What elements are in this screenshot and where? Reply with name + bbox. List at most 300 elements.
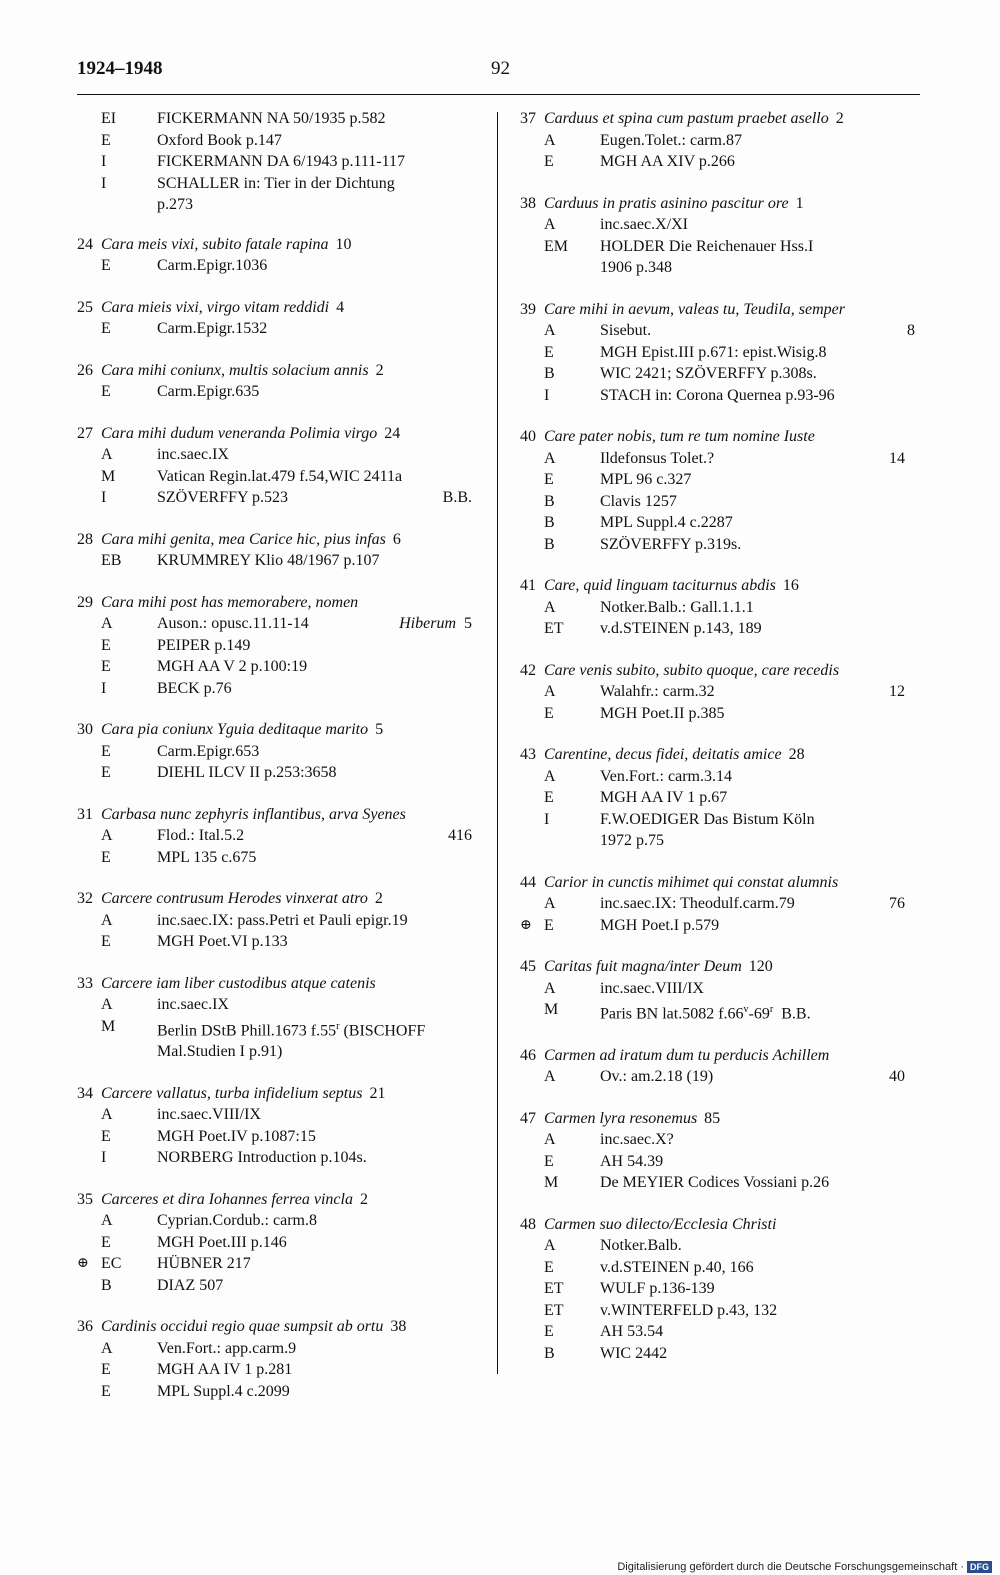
reference-row — [520, 1151, 915, 1173]
incipit-text: Carduus et spina cum pastum praebet asello — [544, 110, 829, 127]
source-code: M — [544, 1174, 559, 1192]
reference-main: Oxford Book p.147 — [157, 131, 282, 149]
incipit-text: Care venis subito, subito quoque, care recedis — [544, 661, 840, 679]
entry-number: 30 — [77, 721, 93, 738]
source-code: A — [101, 1339, 113, 1357]
reference-text — [600, 597, 915, 619]
reference-main: MGH AA V 2 p.100:19 — [157, 658, 308, 675]
reference-row — [77, 1381, 482, 1403]
reference-row — [520, 491, 915, 513]
incipit-entry — [520, 193, 915, 279]
reference-row — [520, 1300, 915, 1322]
incipit-text: Cardinis occidui regio quae sumpsit ab ortu — [101, 1318, 384, 1336]
source-code: E — [101, 933, 111, 950]
reference-row — [77, 255, 482, 277]
reference-text — [600, 214, 915, 236]
reference-text — [600, 320, 915, 342]
source-code-text: EC — [101, 1255, 122, 1273]
reference-after: B.B. — [773, 1005, 811, 1023]
entry-number: 32 — [77, 890, 93, 907]
incipit-entry — [520, 872, 915, 937]
reference-main: Vatican Regin.lat.479 f.54,WIC 2411a — [157, 467, 403, 485]
source-code: A — [101, 911, 113, 929]
reference-row — [520, 236, 915, 279]
reference-main: Carm.Epigr.1532 — [157, 320, 268, 337]
running-head-years: 1924–1948 — [77, 58, 163, 79]
entry-number: 38 — [520, 194, 536, 212]
source-code: E — [101, 1233, 111, 1251]
right-column — [520, 108, 915, 1384]
reference-row — [77, 825, 482, 847]
reference-text — [600, 448, 915, 470]
source-code: E — [544, 704, 554, 722]
entry-title-line — [520, 426, 915, 448]
reference-text — [157, 1147, 482, 1169]
entry-title-line — [520, 1045, 915, 1067]
right-value: 40 — [889, 1068, 905, 1086]
reference-text — [600, 534, 915, 556]
reference-main: AH 54.39 — [600, 1152, 664, 1170]
reference-text — [157, 825, 482, 847]
reference-row — [520, 363, 915, 385]
reference-row — [77, 108, 482, 130]
incipit-entry — [520, 744, 915, 852]
reference-row — [520, 809, 915, 852]
reference-main: FICKERMANN NA 50/1935 p.582 — [157, 110, 386, 127]
reference-row — [520, 469, 915, 491]
footer-credit — [617, 1561, 992, 1573]
reference-text — [600, 1321, 915, 1343]
reference-main: SCHALLER in: Tier in der Dichtung — [157, 174, 395, 192]
reference-row — [520, 618, 915, 640]
reference-text — [600, 915, 915, 937]
incipit-text: Carmen suo dilecto/Ecclesia Christi — [544, 1215, 777, 1233]
column-divider — [497, 112, 498, 1374]
entry-number: 25 — [77, 298, 93, 316]
reference-main: Carm.Epigr.653 — [157, 742, 260, 760]
entry-number: 43 — [520, 746, 536, 763]
entry-number: 27 — [77, 424, 93, 442]
source-code: E — [544, 1258, 554, 1276]
incipit-entry — [520, 575, 915, 640]
entry-number: 28 — [77, 530, 93, 548]
reference-text — [157, 910, 482, 932]
source-code: I — [544, 386, 550, 404]
reference-text — [600, 363, 915, 385]
entry-title-line — [520, 299, 915, 321]
source-code: B — [101, 1276, 112, 1294]
source-code: A — [101, 996, 113, 1013]
incipit-entry — [77, 719, 482, 784]
reference-text — [157, 487, 482, 509]
right-value: 12 — [889, 683, 905, 700]
entry-title-line — [77, 360, 482, 382]
reference-text — [600, 1235, 915, 1257]
entry-title-line — [77, 529, 482, 551]
source-code: E — [544, 153, 554, 170]
incipit-entry — [77, 297, 482, 340]
entry-number: 40 — [520, 428, 536, 445]
reference-main: inc.saec.VIII/IX — [600, 979, 704, 997]
source-code: E — [101, 383, 111, 400]
right-value: 416 — [448, 827, 472, 844]
reference-main: MPL 96 c.327 — [600, 471, 692, 488]
source-code: M — [544, 1001, 559, 1018]
source-code: A — [101, 446, 113, 463]
reference-row — [77, 487, 482, 509]
reference-row — [77, 910, 482, 932]
entry-title-line — [77, 719, 482, 741]
reference-row — [520, 1129, 915, 1151]
reference-main: Carm.Epigr.1036 — [157, 257, 268, 274]
reference-row — [520, 1257, 915, 1279]
entry-number: 45 — [520, 958, 536, 975]
reference-row — [77, 466, 482, 488]
incipit-text: Carmen ad iratum dum tu perducis Achillem — [544, 1046, 830, 1064]
reference-main: F.W.OEDIGER Das Bistum Köln — [600, 810, 815, 828]
source-code: E — [101, 658, 111, 675]
reference-row — [77, 1253, 482, 1275]
reference-row — [77, 151, 482, 173]
reference-main: MPL Suppl.4 c.2287 — [600, 514, 733, 531]
source-code: A — [544, 216, 556, 233]
reference-text — [600, 1066, 915, 1088]
reference-text — [600, 1129, 915, 1151]
reference-main: DIEHL ILCV II p.253:3658 — [157, 764, 337, 781]
incipit-text: Carceres et dira Iohannes ferrea vincla — [101, 1190, 353, 1208]
reference-main: HÜBNER 217 — [157, 1255, 251, 1273]
incipit-text: Cara meis vixi, subito fatale rapina — [101, 235, 329, 253]
reference-main: WIC 2421; SZÖVERFFY p.308s. — [600, 365, 817, 382]
reference-text — [157, 151, 482, 173]
reference-main: SZÖVERFFY p.523 — [157, 489, 288, 506]
entry-number: 44 — [520, 873, 536, 891]
reference-main: Sisebut. — [600, 322, 652, 339]
reference-row — [77, 656, 482, 678]
reference-row — [520, 597, 915, 619]
reference-main: inc.saec.IX: Theodulf.carm.79 — [600, 895, 795, 912]
reference-row — [520, 999, 915, 1025]
reference-main: v.d.STEINEN p.40, 166 — [600, 1258, 754, 1276]
source-code: E — [544, 471, 554, 488]
reference-text — [157, 318, 482, 340]
incipit-text: Cara mihi post has memorabere, nomen — [101, 593, 359, 611]
entry-title-line — [520, 660, 915, 682]
source-code: A — [544, 979, 556, 997]
source-code: EB — [101, 552, 122, 569]
reference-text — [157, 381, 482, 403]
reference-text — [600, 618, 915, 640]
reference-text — [157, 1232, 482, 1254]
reference-row — [520, 342, 915, 364]
reference-text — [157, 1253, 482, 1275]
source-code: B — [544, 535, 555, 553]
source-code: EM — [544, 237, 568, 255]
reference-text — [157, 550, 482, 572]
reference-text — [600, 978, 915, 1000]
reference-row — [77, 130, 482, 152]
incipit-entry — [520, 299, 915, 407]
reference-row — [520, 787, 915, 809]
entry-title-line — [77, 1083, 482, 1105]
reference-main: Flod.: Ital.5.2 — [157, 827, 245, 844]
reference-text — [600, 130, 915, 152]
reference-text — [157, 678, 482, 700]
reference-text — [157, 173, 482, 216]
source-code: I — [544, 810, 550, 828]
entry-title-line — [77, 804, 482, 826]
source-code: I — [101, 1149, 107, 1167]
reference-main: Berlin DStB Phill.1673 f.55 — [157, 1021, 337, 1039]
source-code: A — [101, 827, 113, 844]
reference-main: FICKERMANN DA 6/1943 p.111-117 — [157, 153, 406, 170]
reference-row — [520, 214, 915, 236]
reference-row — [520, 1321, 915, 1343]
entry-number: 39 — [520, 300, 536, 318]
reference-main: inc.saec.VIII/IX — [157, 1106, 261, 1124]
folio-superscript: r — [336, 1020, 340, 1032]
reference-row — [520, 130, 915, 152]
reference-text — [600, 512, 915, 534]
reference-row — [77, 1016, 482, 1063]
reference-main: AH 53.54 — [600, 1323, 664, 1341]
reference-text — [600, 1151, 915, 1173]
reference-main: MGH Poet.II p.385 — [600, 704, 725, 722]
entry-title-line — [520, 1108, 915, 1130]
reference-main: MGH Poet.I p.579 — [600, 916, 720, 934]
reference-main: inc.saec.IX — [157, 996, 229, 1013]
verse-count: 2 — [375, 361, 384, 379]
reference-main: KRUMMREY Klio 48/1967 p.107 — [157, 552, 380, 569]
source-code: I — [101, 679, 107, 697]
reference-text — [157, 1126, 482, 1148]
reference-row — [77, 1338, 482, 1360]
reference-row — [77, 635, 482, 657]
entry-title-line — [520, 956, 915, 978]
source-code: I — [101, 153, 107, 170]
incipit-text: Care, quid linguam taciturnus abdis — [544, 577, 776, 594]
entry-title-line — [77, 1189, 482, 1211]
entry-title-line — [520, 575, 915, 597]
reference-row — [77, 173, 482, 216]
reference-main: MPL Suppl.4 c.2099 — [157, 1382, 290, 1400]
reference-row — [520, 385, 915, 407]
reference-main: DIAZ 507 — [157, 1276, 224, 1294]
incipit-text: Carmen lyra resonemus — [544, 1109, 698, 1127]
reference-row — [520, 681, 915, 703]
verse-count: 2 — [359, 1190, 368, 1208]
source-code: E — [101, 131, 111, 149]
source-code: EI — [101, 110, 117, 127]
entry-number: 35 — [77, 1190, 93, 1208]
reference-row — [77, 1232, 482, 1254]
incipit-entry — [77, 529, 482, 572]
source-code: E — [101, 1382, 111, 1400]
reference-row — [77, 613, 482, 635]
reference-main: Clavis 1257 — [600, 492, 677, 510]
reference-text — [157, 1338, 482, 1360]
source-code: A — [101, 615, 113, 632]
reference-text — [600, 469, 915, 491]
reference-row — [77, 678, 482, 700]
source-code: E — [544, 1323, 554, 1341]
reference-row — [520, 1235, 915, 1257]
verse-count: 4 — [336, 298, 345, 316]
source-code: E — [101, 636, 111, 654]
entry-number: 36 — [77, 1318, 93, 1336]
reference-row — [77, 762, 482, 784]
reference-text — [600, 703, 915, 725]
incipit-entry — [77, 234, 482, 277]
entry-number: 34 — [77, 1084, 93, 1102]
source-code: B — [544, 514, 555, 531]
entry-title-line — [77, 423, 482, 445]
entry-title-line — [77, 1316, 482, 1338]
source-code: M — [101, 1017, 116, 1035]
entry-title-line — [77, 592, 482, 614]
reference-main: MGH Poet.VI p.133 — [157, 933, 288, 950]
reference-text — [600, 342, 915, 364]
reference-main: Ven.Fort.: app.carm.9 — [157, 1339, 297, 1357]
source-code: A — [101, 1106, 113, 1124]
entry-number: 24 — [77, 235, 93, 253]
reference-main: MGH Poet.IV p.1087:15 — [157, 1127, 316, 1145]
source-code: A — [544, 1068, 556, 1086]
reference-main: inc.saec.IX — [157, 446, 229, 463]
source-code: E — [101, 320, 111, 337]
source-code — [77, 1253, 157, 1275]
reference-row — [520, 151, 915, 173]
reference-text — [600, 1172, 915, 1194]
reference-row — [520, 766, 915, 788]
incipit-text: Care pater nobis, tum re tum nomine Iuste — [544, 428, 815, 445]
reference-row — [77, 381, 482, 403]
reference-main: inc.saec.X? — [600, 1131, 674, 1149]
entry-number: 48 — [520, 1215, 536, 1233]
reference-row — [77, 1210, 482, 1232]
incipit-entry — [520, 1214, 915, 1365]
circled-plus-icon: ⊕ — [77, 1256, 89, 1272]
reference-main: v.WINTERFELD p.43, 132 — [600, 1301, 778, 1319]
incipit-text: Carduus in pratis asinino pascitur ore — [544, 194, 789, 212]
verse-count: 5 — [375, 721, 384, 738]
reference-main: Ov.: am.2.18 (19) — [600, 1068, 714, 1086]
reference-text — [157, 1104, 482, 1126]
incipit-entry — [77, 592, 482, 700]
reference-main: v.d.STEINEN p.143, 189 — [600, 620, 762, 637]
incipit-entry — [520, 108, 915, 173]
source-code: E — [101, 764, 111, 781]
reference-text — [157, 1275, 482, 1297]
reference-text — [157, 635, 482, 657]
source-code: A — [544, 598, 556, 616]
incipit-text: Cara mihi dudum veneranda Polimia virgo — [101, 424, 378, 442]
reference-row — [520, 978, 915, 1000]
source-code — [520, 915, 600, 937]
reference-text — [600, 1257, 915, 1279]
reference-main: inc.saec.IX: pass.Petri et Pauli epigr.19 — [157, 911, 408, 929]
reference-main: SZÖVERFFY p.319s. — [600, 535, 742, 553]
footer-text: Digitalisierung gefördert durch die Deutsche Forschungsgemeinschaft · — [617, 1560, 964, 1573]
reference-text — [157, 1210, 482, 1232]
incipit-text: Cara mieis vixi, virgo vitam reddidi — [101, 298, 330, 316]
source-code: E — [544, 343, 554, 361]
entry-title-line — [77, 234, 482, 256]
reference-main: NORBERG Introduction p.104s. — [157, 1149, 367, 1167]
entry-title-line — [77, 888, 482, 910]
entry-number: 46 — [520, 1046, 536, 1064]
reference-text — [157, 255, 482, 277]
entry-number: 26 — [77, 361, 93, 379]
source-code: E — [101, 1361, 111, 1379]
folio-superscript: v — [743, 1004, 749, 1015]
page-number: 92 — [491, 58, 510, 79]
source-code-text: E — [544, 916, 554, 934]
reference-row — [520, 915, 915, 937]
reference-after: (BISCHOFF — [339, 1021, 426, 1039]
entry-title-line — [520, 1214, 915, 1236]
page-header — [77, 58, 920, 95]
entry-number: 37 — [520, 110, 536, 127]
incipit-text: Carbasa nunc zephyris inflantibus, arva Syenes — [101, 805, 406, 823]
reference-row — [77, 1104, 482, 1126]
reference-row — [520, 1066, 915, 1088]
verse-count: 6 — [392, 530, 401, 548]
source-code: A — [544, 131, 556, 149]
dfg-logo: DFG — [967, 1561, 992, 1573]
incipit-entry — [77, 1316, 482, 1402]
source-code: A — [544, 767, 556, 785]
right-value: 8 — [907, 322, 915, 339]
verse-count: 1 — [795, 194, 804, 212]
source-code: A — [544, 449, 556, 467]
source-code: ET — [544, 620, 564, 637]
reference-main: Auson.: opusc.11.11-14 — [157, 615, 309, 632]
reference-main: Eugen.Tolet.: carm.87 — [600, 131, 742, 149]
source-code: E — [101, 257, 111, 274]
reference-row — [520, 448, 915, 470]
reference-main: MPL 135 c.675 — [157, 848, 257, 866]
reference-main: MGH AA IV 1 p.281 — [157, 1361, 293, 1379]
reference-main: Carm.Epigr.635 — [157, 383, 260, 400]
continued-entry — [77, 108, 482, 216]
reference-main: MGH AA IV 1 p.67 — [600, 789, 728, 806]
reference-text — [157, 130, 482, 152]
incipit-entry — [77, 804, 482, 869]
entry-number: 42 — [520, 661, 536, 679]
source-code: E — [101, 742, 111, 760]
folio-superscript: r — [769, 1004, 774, 1015]
reference-main: MGH AA XIV p.266 — [600, 153, 735, 170]
right-value: 76 — [889, 895, 905, 912]
source-code: ET — [544, 1280, 564, 1298]
verse-count: 24 — [384, 424, 401, 442]
incipit-entry — [520, 660, 915, 725]
source-code: A — [544, 683, 556, 700]
incipit-entry — [77, 888, 482, 953]
reference-row — [520, 1278, 915, 1300]
source-code: E — [544, 1152, 554, 1170]
reference-text — [157, 656, 482, 678]
source-code: B — [544, 1344, 555, 1362]
reference-text — [157, 466, 482, 488]
entry-title-line — [520, 108, 915, 130]
reference-main: WULF p.136-139 — [600, 1280, 715, 1298]
source-code: A — [544, 895, 556, 912]
incipit-text: Carentine, decus fidei, deitatis amice — [544, 746, 782, 763]
reference-continuation: 1972 p.75 — [600, 832, 664, 849]
incipit-entry — [77, 1189, 482, 1297]
